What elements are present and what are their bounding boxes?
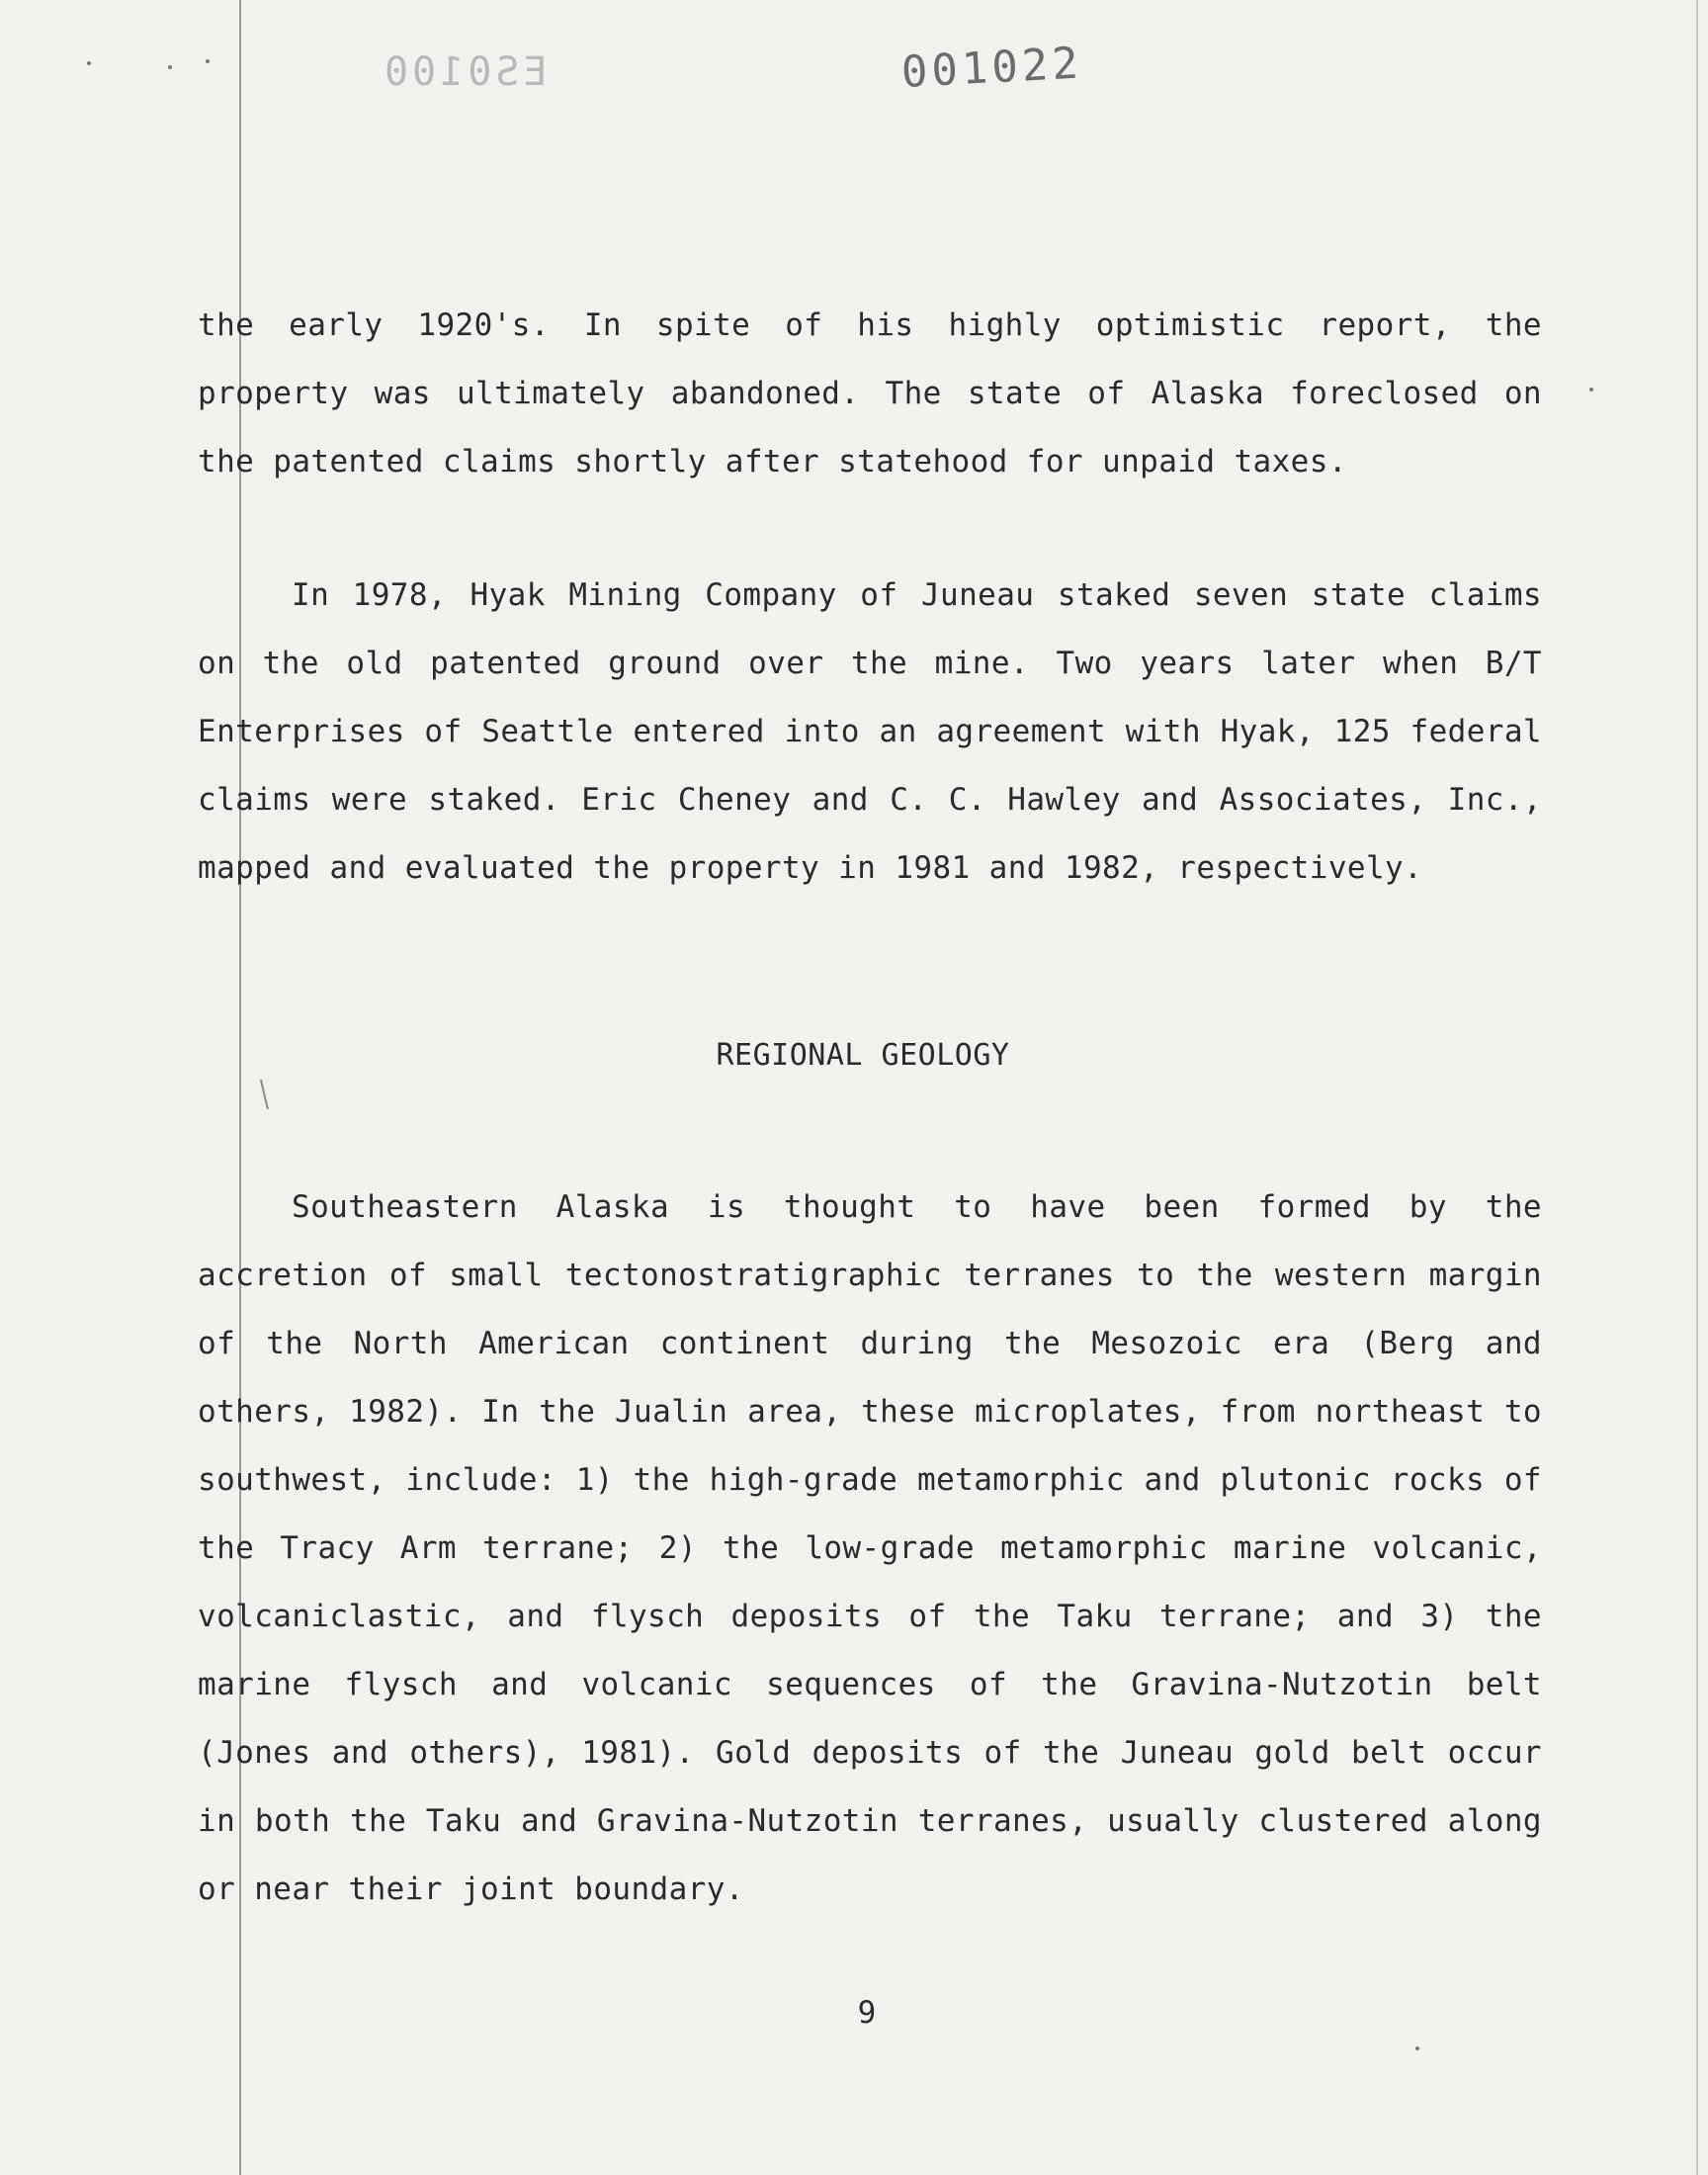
paragraph-regional-geology: Southeastern Alaska is thought to have been formed by the accretion of small tectonostratigraphic terranes to the western margin of the North American continent during the Mesozoic era (Berg and others, 1982). In the Jualin area, these microplates, from northeast to southwest, include: 1) the high-grade metamorphic and plutonic rocks of the Tracy Arm terrane; 2) the low-grade metamorphic marine volcanic, volcaniclastic, and flysch deposits of the Taku terrane; and 3) the marine flysch and volcanic sequences of the Gravina-Nutzotin belt (Jones and others), 1981). Gold deposits of the Juneau gold belt occur in both the Taku and Gravina-Nutzotin terranes, usually clustered along or near their joint boundary.: [198, 1189, 1542, 1907]
page-stamp-number: 001022: [899, 38, 1084, 98]
page-number: 9: [857, 1995, 877, 2031]
scan-speck: [206, 59, 210, 63]
paragraph-claims-history: In 1978, Hyak Mining Company of Juneau staked seven state claims on the old patented ground over the mine. Two years later when B/T Enterprises of Seattle entered into an agreement with Hyak, 125 federal claims were staked. Eric Cheney and C. C. Hawley and Associates, Inc., mapped and evaluated the property in 1981 and 1982, respectively.: [198, 577, 1542, 886]
mirrored-bleedthrough-stamp: ES0100: [381, 49, 548, 95]
scan-speck: [168, 65, 172, 69]
paragraph-history-continued: the early 1920's. In spite of his highly optimistic report, the property was ultimately abandoned. The state of Alaska foreclosed on the patented claims shortly after statehood for unpaid taxes.: [198, 307, 1542, 479]
scan-speck: [87, 61, 91, 65]
section-heading: REGIONAL GEOLOGY: [716, 1038, 1010, 1073]
pencil-mark-icon: [259, 1078, 269, 1111]
page-edge: [1696, 0, 1698, 2175]
scan-speck: [1415, 2046, 1419, 2050]
scan-speck: [1589, 388, 1593, 392]
